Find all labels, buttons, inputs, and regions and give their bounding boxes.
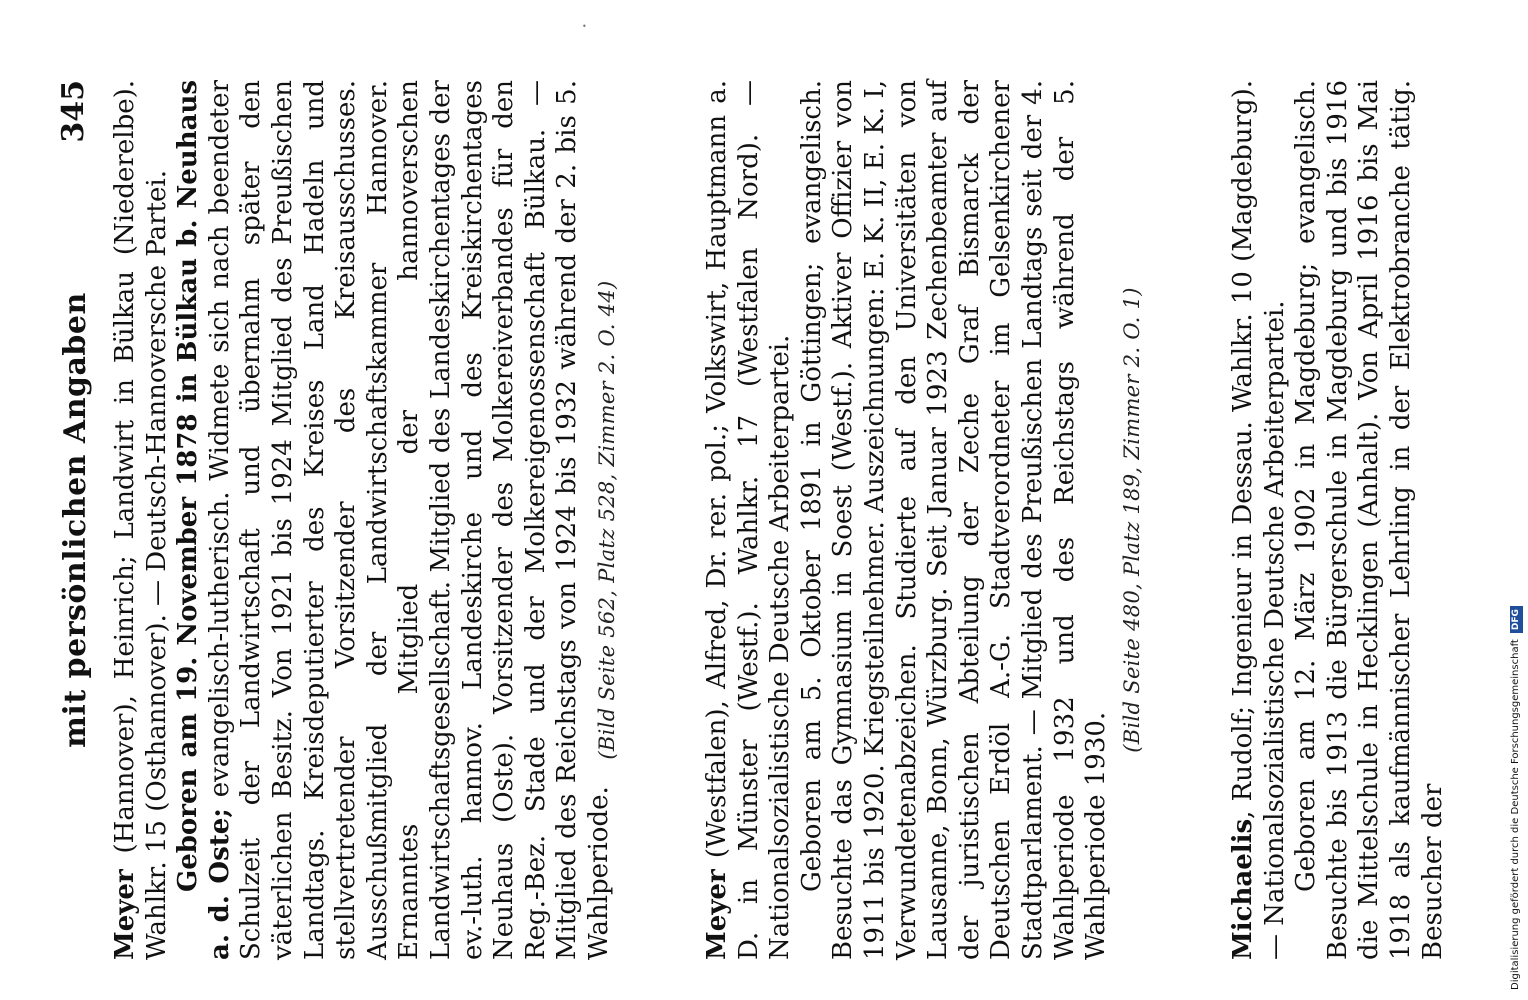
entry-biography-text: Besuchte bis 1913 die Bürgerschule in Magdeburg und bis 1916 die Mittelschule in Hecklingen (Anhalt). Von April 1916 bis Mai 1918 als kaufmännischer Lehrling in der Elektrobranche tätig. Besucher der (1322, 80, 1448, 960)
rotated-document-page (50, 80, 1470, 960)
photo-caption: (Bild Seite 562, Platz 528, Zimmer 2. O. 44) (595, 280, 619, 760)
biography-entry (110, 80, 616, 960)
entry-biography (1291, 80, 1449, 960)
entry-name: Michaelis (1228, 818, 1258, 960)
entry-intro (702, 80, 797, 960)
page-title: mit persönlichen Angaben (58, 292, 93, 748)
biography-entry (1228, 80, 1449, 960)
entry-birth-line: Geboren am 5. Oktober 1891 in Göttingen; evangelisch. (796, 80, 827, 892)
entry-birth-line: Geboren am 12. März 1902 in Magdeburg; evangelisch. (1291, 80, 1322, 892)
page-header (50, 80, 110, 960)
page-number: 345 (56, 80, 91, 143)
scan-speck: • (582, 22, 587, 31)
entry-birth-line: Geboren am 19. November 1878 in Bülkau b. Neuhaus a. d. Oste; (173, 80, 235, 960)
entry-biography (173, 80, 615, 960)
dfg-logo-icon: DFG (1510, 606, 1523, 633)
digitization-note: Digitalisierung gefördert durch die Deutsche Forschungsgemeinschaft (1510, 639, 1521, 990)
entry-biography (797, 80, 1113, 960)
photo-caption: (Bild Seite 480, Platz 189, Zimmer 2. O. 1) (1120, 287, 1144, 753)
entry-intro (110, 80, 173, 960)
biography-entry (702, 80, 1113, 960)
entry-biography-text: Besuchte das Gymnasium in Soest (Westf.). Aktiver Offizier von 1911 bis 1920. Kriegsteilnehmer. Auszeichnungen: E. K. II, E. K. I, Verwundetenabzeichen. Studierte auf den Universitäten von Lausanne, Bonn, Würzburg. Seit Januar 1923 Zechenbeamter auf der juristischen Abteilung der Zeche Graf Bismarck der Deutschen Erdöl A.-G. Stadtverordneter im Gelsenkirchener Stadtparlament. — Mitglied des Preußischen Landtags seit der 4. Wahlperiode 1932 und des Reichstags während der 5. Wahlperiode 1930. (828, 80, 1112, 960)
entry-biography-text: evangelisch-lutherisch. Widmete sich nach beendeter Schulzeit der Landwirtschaft und übernahm später den väterlichen Besitz. Von 1921 bis 1924 Mitglied des Preußischen Landtags. Kreisdeputierter des Kreises Land Hadeln und stellvertretender Vorsitzender des Kreisausschusses. Ausschußmitglied der Landwirtschaftskammer Hannover. Ernanntes Mitglied der hannoverschen Landwirtschaftsgesellschaft. Mitglied des Landeskirchentages der ev.-luth. hannov. Landeskirche und des Kreiskirchentages Neuhaus (Oste). Vorsitzender des Molkereiverbandes für den Reg.-Bez. Stade und der Molkereigenossenschaft Bülkau. — Mitglied des Reichstags von 1924 bis 1932 während der 2. bis 5. Wahlperiode. (204, 79, 614, 960)
entry-intro-text: , Rudolf; Ingenieur in Dessau. Wahlkr. 10 (Magdeburg). — Nationalsozialistische Deutsche Arbeiterpartei. (1228, 80, 1290, 960)
entry-intro-text: (Hannover), Heinrich; Landwirt in Bülkau (Niederelbe). Wahlkr. 15 (Osthannover). — Deutsch-Hannoversche Partei. (110, 79, 172, 960)
entry-name: Meyer (702, 869, 732, 960)
entry-name: Meyer (110, 869, 140, 960)
entry-intro-text: (Westfalen), Alfred, Dr. rer. pol.; Volkswirt, Hauptmann a. D. in Münster (Westf.). Wahlkr. 17 (Westfalen Nord). — Nationalsozialistische Deutsche Arbeiterpartei. (702, 79, 796, 960)
digitization-credit (1510, 10, 1523, 990)
entry-intro (1228, 80, 1291, 960)
